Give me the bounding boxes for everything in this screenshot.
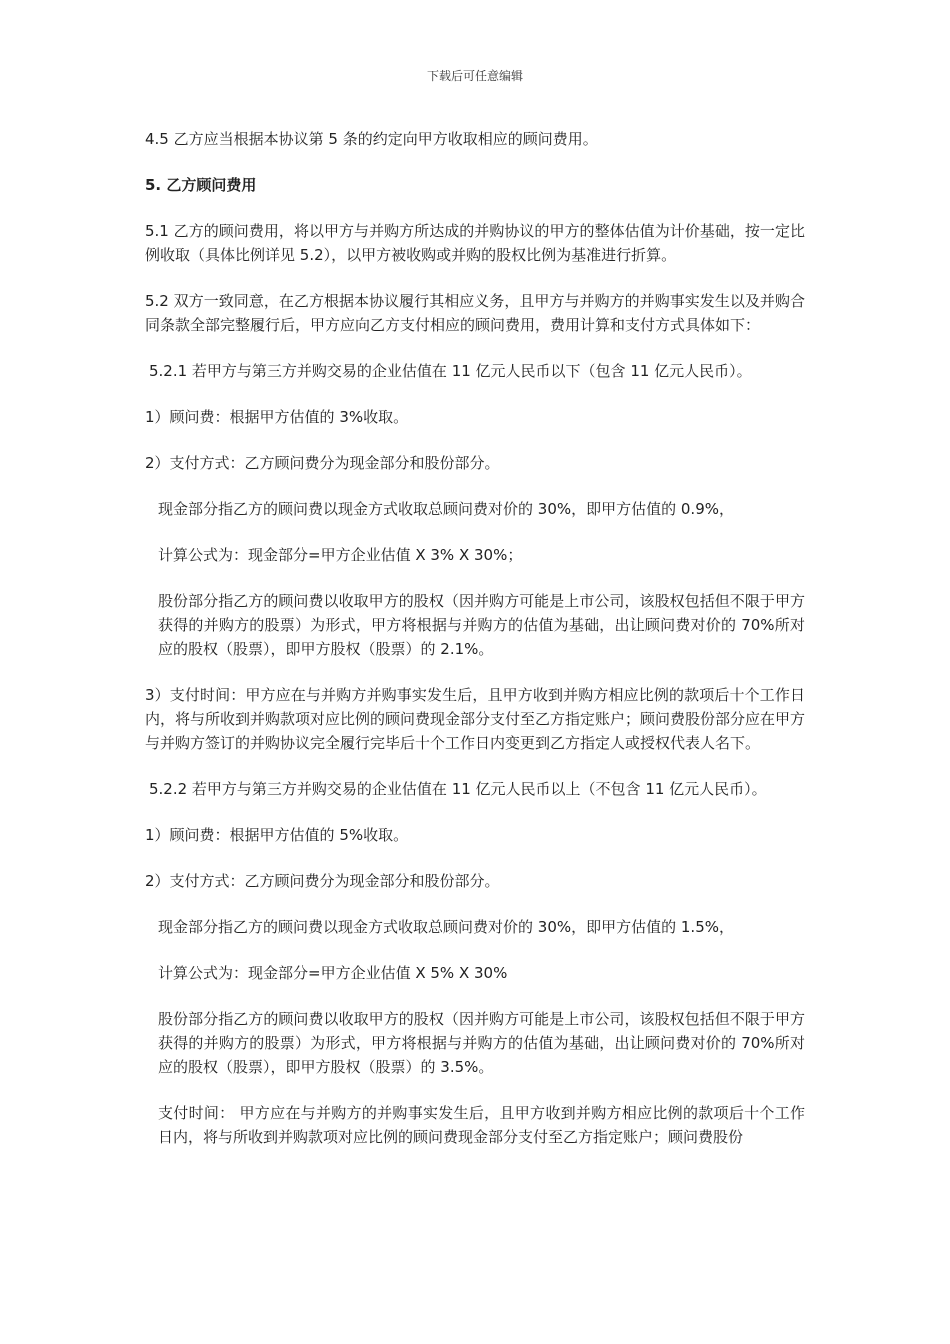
document-body xyxy=(145,127,805,1171)
paragraph: 股份部分指乙方的顾问费以收取甲方的股权（因并购方可能是上市公司，该股权包括但不限于甲方获得的并购方的股票）为形式，甲方将根据与并购方的估值为基础，出让顾问费对价的 70%所对应的股权（股票），即甲方股权（股票）的 3.5%。 xyxy=(158,1010,805,1076)
paragraph: 现金部分指乙方的顾问费以现金方式收取总顾问费对价的 30%，即甲方估值的 0.9%， xyxy=(158,500,734,518)
paragraph: 1）顾问费：根据甲方估值的 3%收取。 xyxy=(145,408,409,426)
paragraph: 3）支付时间：甲方应在与并购方并购事实发生后，且甲方收到并购方相应比例的款项后十个工作日内，将与所收到并购款项对应比例的顾问费现金部分支付至乙方指定账户；顾问费股份部分应在甲方与并购方签订的并购协议完全履行完毕后十个工作日内变更到乙方指定人或授权代表人名下。 xyxy=(145,686,806,752)
paragraph: 5.1 乙方的顾问费用，将以甲方与并购方所达成的并购协议的甲方的整体估值为计价基础，按一定比例收取（具体比例详见 5.2），以甲方被收购或并购的股权比例为基准进行折算。 xyxy=(145,222,805,264)
paragraph: 计算公式为：现金部分=甲方企业估值 X 3% X 30%； xyxy=(158,546,523,564)
page-header: 下载后可任意编辑 xyxy=(426,69,523,83)
paragraph: 计算公式为：现金部分=甲方企业估值 X 5% X 30% xyxy=(158,964,508,982)
paragraph: 2）支付方式：乙方顾问费分为现金部分和股份部分。 xyxy=(145,872,500,890)
paragraph: 5.2 双方一致同意，在乙方根据本协议履行其相应义务，且甲方与并购方的并购事实发生以及并购合同条款全部完整履行后，甲方应向乙方支付相应的顾问费用，费用计算和支付方式具体如下： xyxy=(145,292,805,334)
paragraph: 现金部分指乙方的顾问费以现金方式收取总顾问费对价的 30%，即甲方估值的 1.5%， xyxy=(158,918,734,936)
section-heading: 5. 乙方顾问费用 xyxy=(145,176,257,194)
paragraph: 1）顾问费：根据甲方估值的 5%收取。 xyxy=(145,826,409,844)
paragraph: 5.2.1 若甲方与第三方并购交易的企业估值在 11 亿元人民币以下（包含 11 亿元人民币）。 xyxy=(149,362,752,380)
paragraph: 4.5 乙方应当根据本协议第 5 条的约定向甲方收取相应的顾问费用。 xyxy=(145,130,598,148)
paragraph: 支付时间： 甲方应在与并购方的并购事实发生后，且甲方收到并购方相应比例的款项后十个工作日内，将与所收到并购款项对应比例的顾问费现金部分支付至乙方指定账户；顾问费股份 xyxy=(158,1104,805,1146)
paragraph: 股份部分指乙方的顾问费以收取甲方的股权（因并购方可能是上市公司，该股权包括但不限于甲方获得的并购方的股票）为形式，甲方将根据与并购方的估值为基础，出让顾问费对价的 70%所对应的股权（股票），即甲方股权（股票）的 2.1%。 xyxy=(158,592,805,658)
paragraph: 5.2.2 若甲方与第三方并购交易的企业估值在 11 亿元人民币以上（不包含 11 亿元人民币）。 xyxy=(149,780,767,798)
paragraph: 2）支付方式：乙方顾问费分为现金部分和股份部分。 xyxy=(145,454,500,472)
